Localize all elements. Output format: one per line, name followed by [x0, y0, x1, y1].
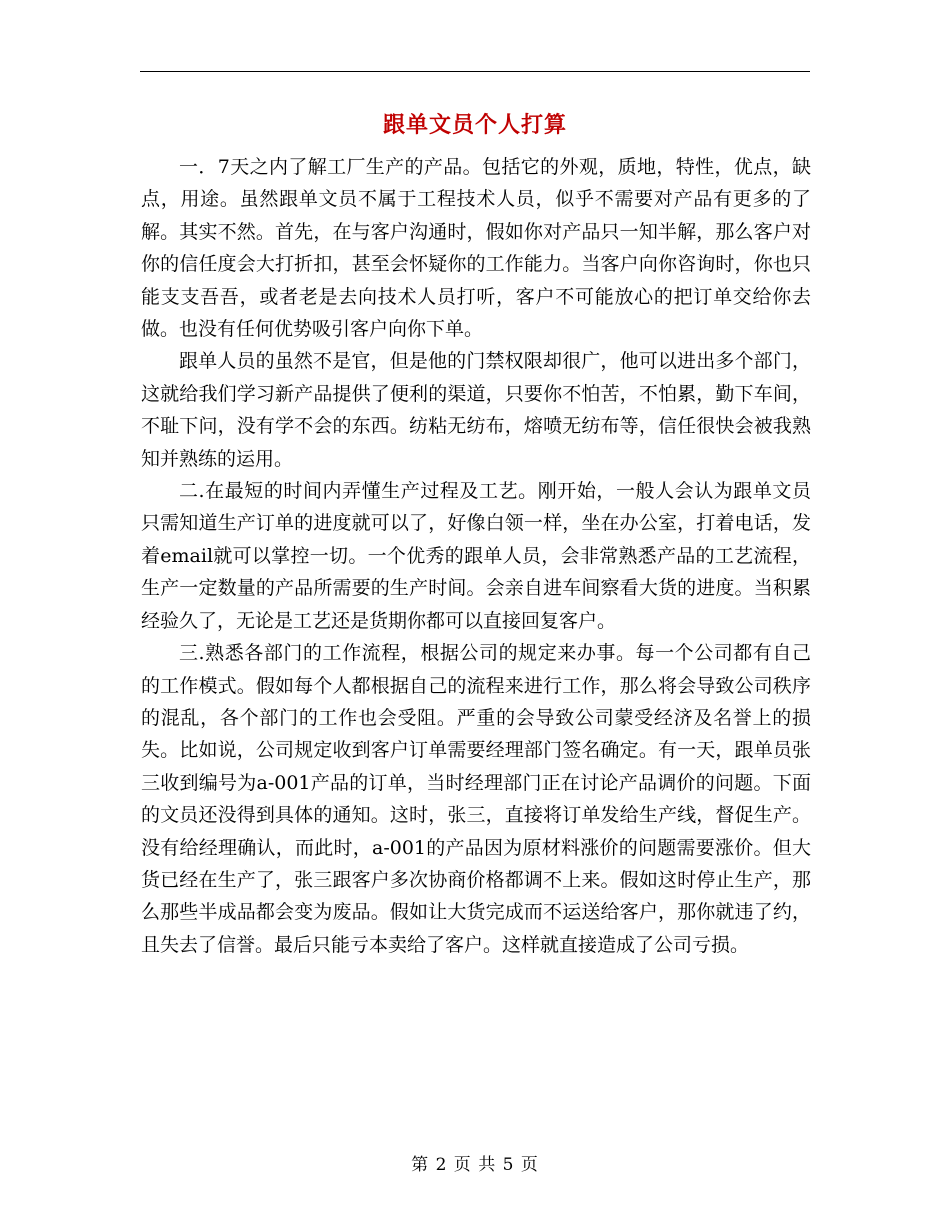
header-rule [140, 71, 810, 72]
paragraph-2: 跟单人员的虽然不是官，但是他的门禁权限却很广，他可以进出多个部门，这就给我们学习新产品提供了便利的渠道，只要你不怕苦，不怕累，勤下车间，不耻下问，没有学不会的东西。纺粘无纺布，熔喷无纺布等，信任很快会被我熟知并熟练的运用。 [141, 350, 811, 470]
paragraph-1: 一．7天之内了解工厂生产的产品。包括它的外观，质地，特性，优点，缺点，用途。虽然跟单文员不属于工程技术人员，似乎不需要对产品有更多的了解。其实不然。首先，在与客户沟通时，假如你对产品只一知半解，那么客户对你的信任度会大打折扣，甚至会怀疑你的工作能力。当客户向你咨询时，你也只能支支吾吾，或者老是去向技术人员打听，客户不可能放心的把订单交给你去做。也没有任何优势吸引客户向你下单。 [141, 156, 811, 341]
page-number-label: 第 2 页 共 5 页 [411, 1155, 539, 1175]
paragraph-4: 三.熟悉各部门的工作流程，根据公司的规定来办事。每一个公司都有自己的工作模式。假如每个人都根据自己的流程来进行工作，那么将会导致公司秩序的混乱，各个部门的工作也会受阻。严重的会导致公司蒙受经济及名誉上的损失。比如说，公司规定收到客户订单需要经理部门签名确定。有一天，跟单员张三收到编号为a-001产品的订单，当时经理部门正在讨论产品调价的问题。下面的文员还没得到具体的通知。这时，张三，直接将订单发给生产线，督促生产。没有给经理确认，而此时，a-001的产品因为原材料涨价的问题需要涨价。但大货已经在生产了，张三跟客户多次协商价格都调不上来。假如这时停止生产，那么那些半成品都会变为废品。假如让大货完成而不运送给客户，那你就违了约，且失去了信誉。最后只能亏本卖给了客户。这样就直接造成了公司亏损。 [141, 642, 811, 956]
page-footer [0, 1153, 950, 1177]
document-title: 跟单文员个人打算 [382, 112, 567, 138]
paragraph-3: 二.在最短的时间内弄懂生产过程及工艺。刚开始，一般人会认为跟单文员只需知道生产订单的进度就可以了，好像白领一样，坐在办公室，打着电话，发着email就可以掌控一切。一个优秀的跟单人员，会非常熟悉产品的工艺流程，生产一定数量的产品所需要的生产时间。会亲自进车间察看大货的进度。当积累经验久了，无论是工艺还是货期你都可以直接回复客户。 [141, 480, 811, 632]
document-body [141, 151, 811, 961]
